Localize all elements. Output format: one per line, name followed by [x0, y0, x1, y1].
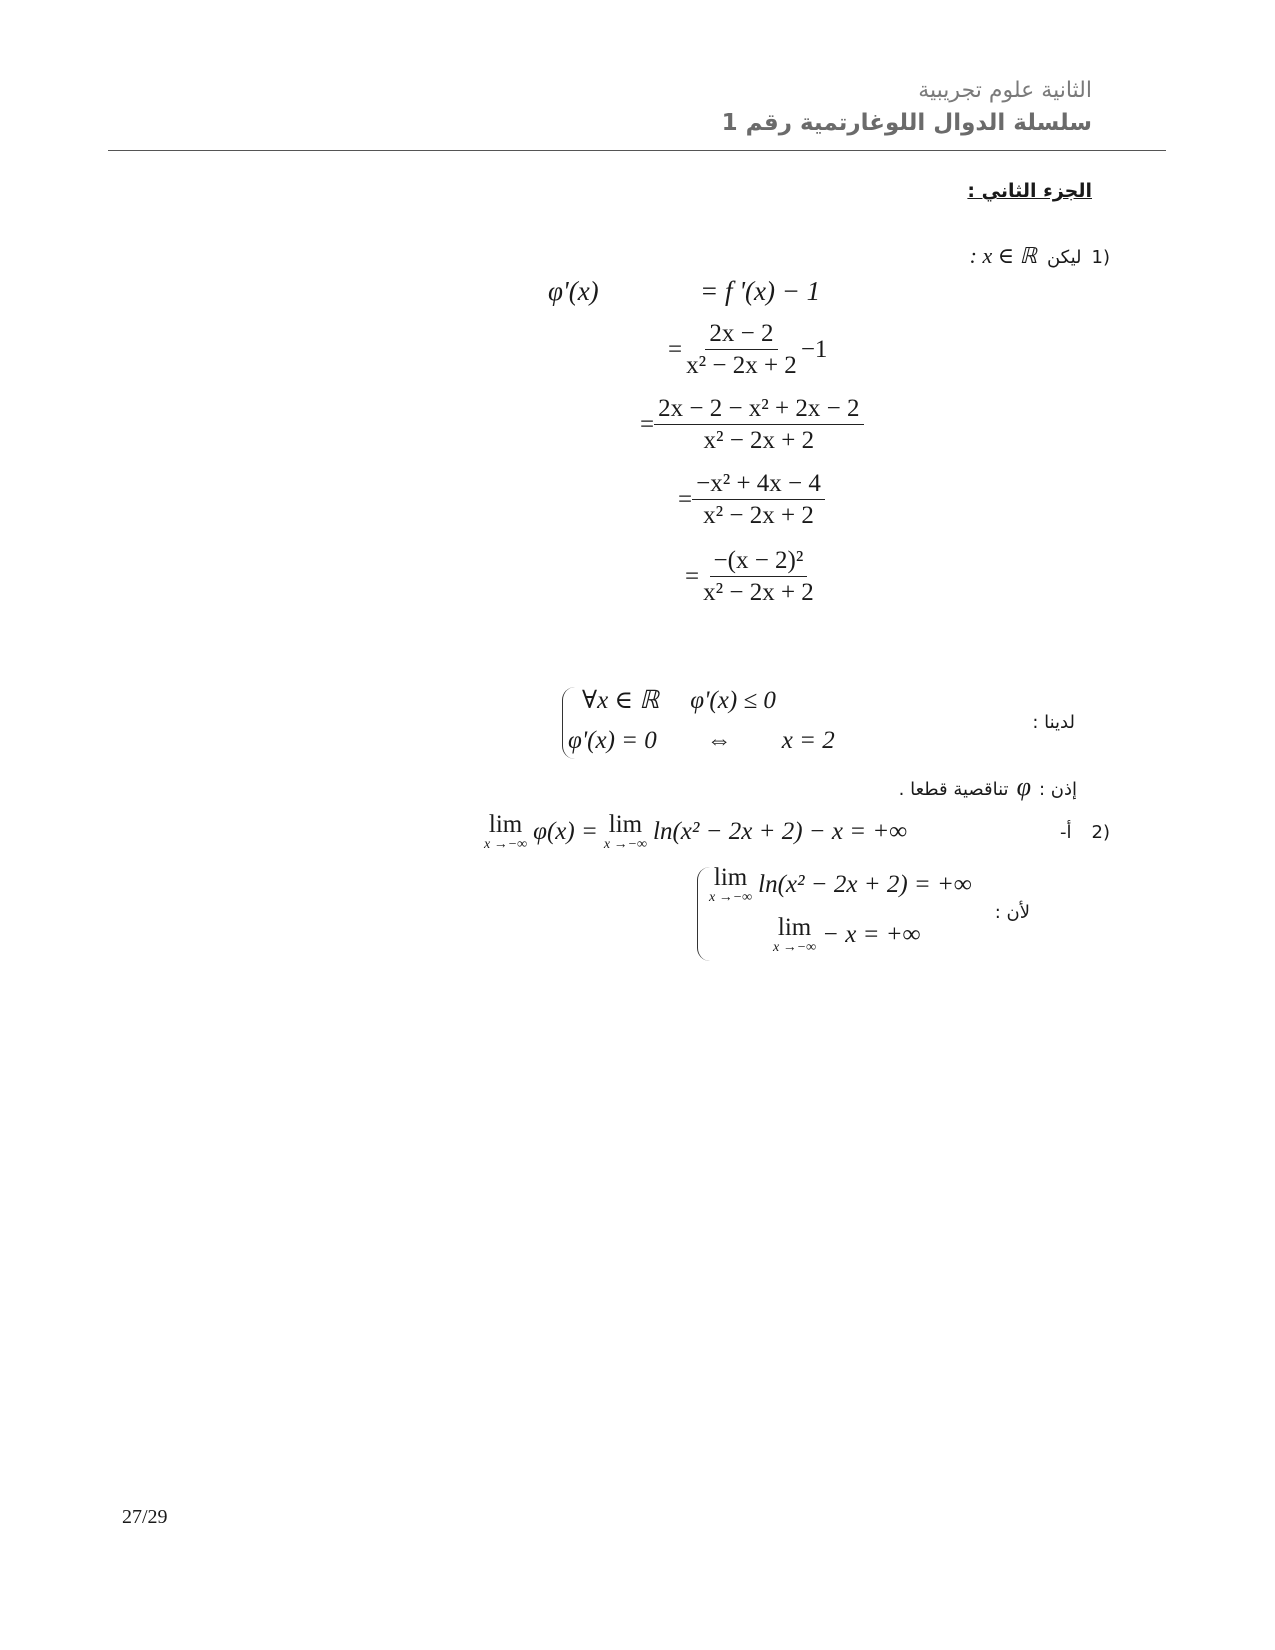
phi-of-x: φ(x) = — [533, 818, 598, 846]
equals-sign: = — [678, 485, 693, 513]
system-line-2: φ'(x) = 0 ⇔ x = 2 — [568, 727, 835, 754]
fraction — [692, 468, 825, 532]
conclusion-text: تناقصية قطعا . — [898, 779, 1009, 800]
fraction — [699, 545, 818, 609]
have-label: لدينا : — [1032, 712, 1075, 733]
section-title: الجزء الثاني : — [967, 180, 1092, 202]
header-subtitle: الثانية علوم تجريبية — [918, 78, 1092, 103]
derivative-step-4 — [678, 468, 825, 532]
sign-system — [562, 685, 902, 763]
numerator: 2x − 2 − x² + 2x − 2 — [654, 393, 863, 425]
limit-operator: lim x →−∞ — [484, 811, 528, 853]
limit-expression: ln(x² − 2x + 2) − x = +∞ — [653, 818, 908, 846]
fraction — [654, 393, 863, 457]
numerator: −(x − 2)² — [710, 545, 808, 577]
limit-subscript: x →−∞ — [603, 837, 648, 853]
reason-1-expression: ln(x² − 2x + 2) = +∞ — [758, 871, 972, 899]
limit-subscript: x →−∞ — [709, 890, 753, 906]
q2-part: أ- — [1060, 822, 1072, 843]
limit-operator: lim x →−∞ — [709, 864, 753, 906]
header-title: سلسلة الدوال اللوغارتمية رقم 1 — [721, 110, 1092, 136]
limit-subscript: x →−∞ — [773, 940, 817, 956]
denominator: x² − 2x + 2 — [703, 502, 814, 530]
denominator: x² − 2x + 2 — [703, 427, 815, 455]
derivative-step-2 — [668, 318, 827, 382]
numerator: −x² + 4x − 4 — [692, 468, 825, 500]
reason-line-1 — [709, 865, 972, 906]
reason-2-expression: − x = +∞ — [822, 921, 921, 949]
denominator: x² − 2x + 2 — [686, 352, 797, 380]
limit-operator: lim x →−∞ — [773, 914, 817, 956]
header-rule — [108, 150, 1166, 151]
numerator: 2x − 2 — [705, 318, 777, 350]
q1-domain: : x ∈ ℝ — [969, 243, 1037, 268]
minus-one: −1 — [800, 335, 828, 363]
equals-sign: = — [685, 562, 700, 590]
derivative-step-1: = f '(x) − 1 — [700, 276, 821, 306]
derivative-step-3 — [640, 393, 864, 457]
q2-main-limit — [484, 812, 907, 853]
equals-sign: = — [640, 410, 655, 438]
q1-number: 1) — [1091, 247, 1110, 268]
q2-label — [1060, 822, 1110, 843]
because-label: لأن : — [994, 902, 1030, 923]
phi-symbol: φ — [1016, 772, 1031, 801]
q1-intro-line — [970, 243, 1110, 269]
reason-line-2 — [773, 915, 920, 956]
system-line-1: ∀x ∈ ℝ φ'(x) ≤ 0 — [582, 687, 776, 714]
reason-system — [697, 865, 1007, 965]
q2-number: 2) — [1091, 822, 1110, 843]
denominator: x² − 2x + 2 — [703, 579, 814, 607]
phi-prime-label: φ'(x) — [548, 276, 599, 306]
fraction — [682, 318, 801, 382]
derivative-step-5 — [685, 545, 818, 609]
limit-operator: lim x →−∞ — [603, 811, 648, 853]
q1-intro: ليكن — [1046, 247, 1082, 268]
limit-subscript: x →−∞ — [484, 837, 528, 853]
q1-conclusion — [899, 772, 1077, 802]
conclusion-prefix: إذن : — [1038, 779, 1077, 800]
equals-sign: = — [668, 335, 683, 363]
page-number: 27/29 — [122, 1506, 168, 1528]
